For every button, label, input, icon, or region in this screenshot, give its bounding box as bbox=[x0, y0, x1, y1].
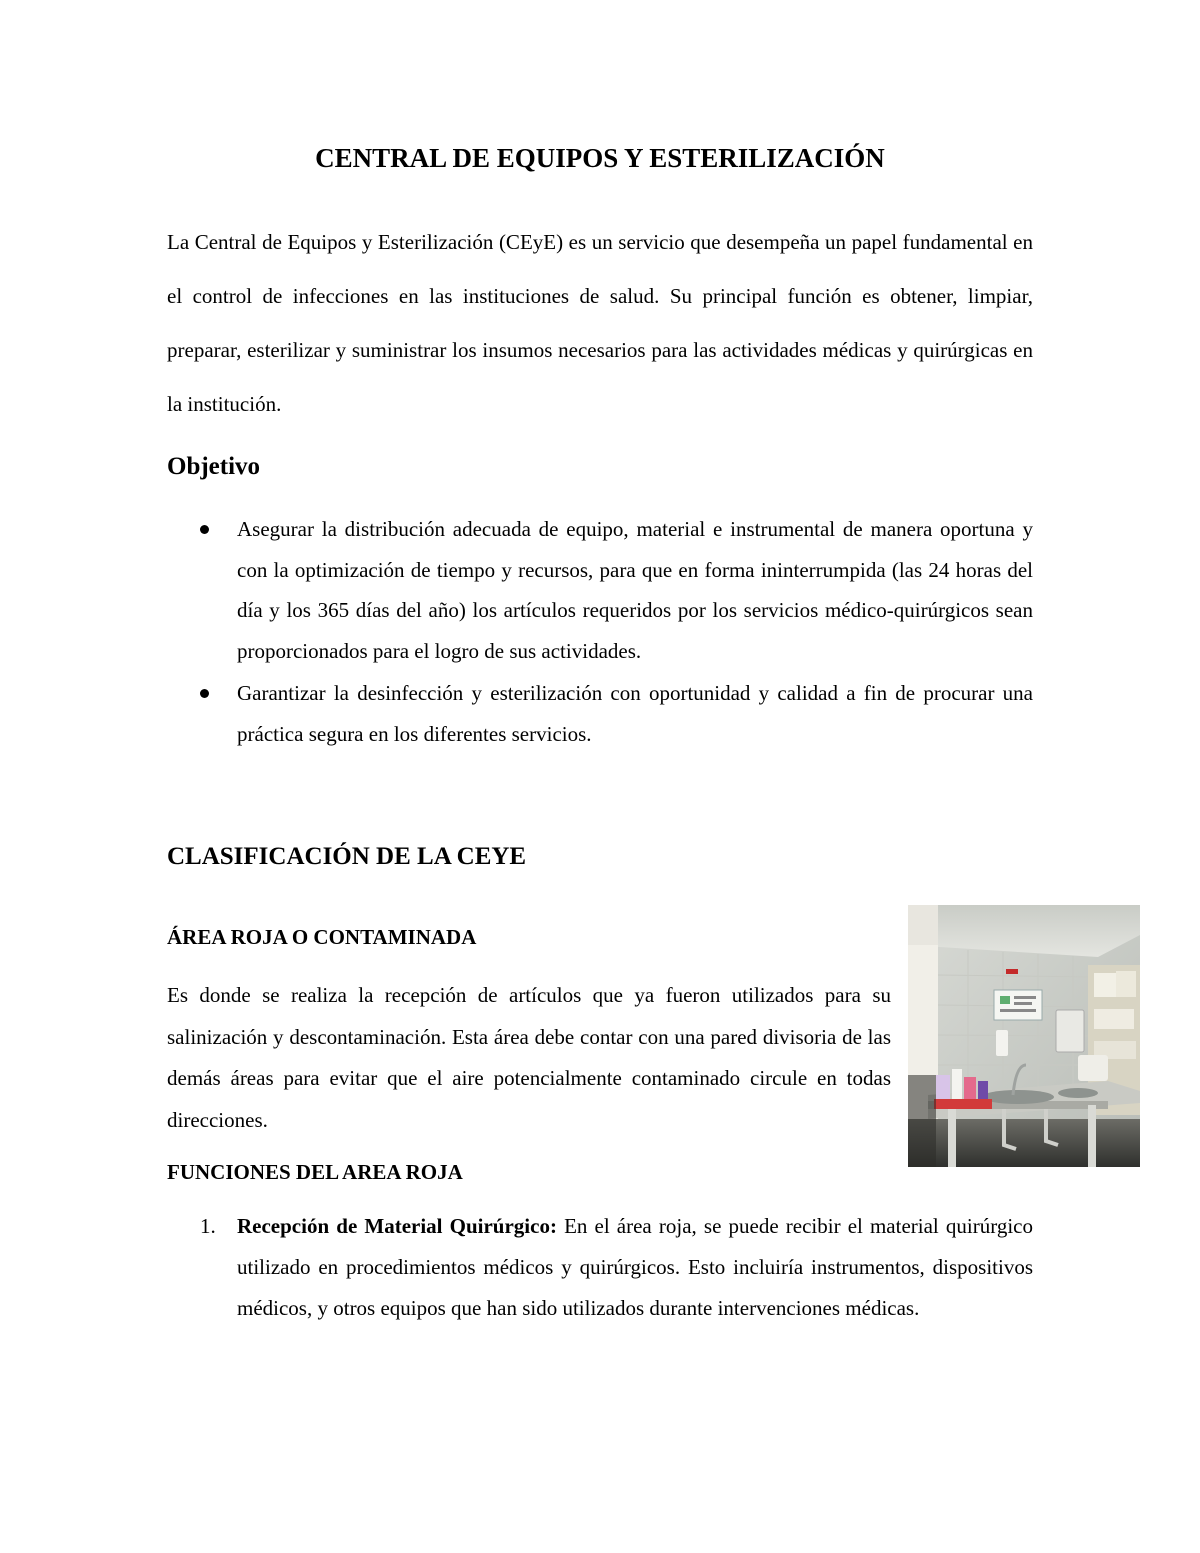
objetivo-list bbox=[237, 509, 1033, 754]
bullet-icon bbox=[200, 689, 209, 698]
objetivo-item-1 bbox=[237, 509, 1033, 671]
objetivo-heading: Objetivo bbox=[167, 453, 261, 480]
clasificacion-heading: CLASIFICACIÓN DE LA CEYE bbox=[167, 843, 527, 870]
funcion-text: En el área roja, se puede recibir el material quirúrgico utilizado en procedimientos médicos y quirúrgicos. Esto incluiría instrumentos, dispositivos médicos, y otros equipos que han sido utilizados durante intervenciones médicas. bbox=[237, 1214, 1033, 1320]
objetivo-item-text: Garantizar la desinfección y esterilización con oportunidad y calidad a fin de procurar una práctica segura en los diferentes servicios. bbox=[237, 681, 1033, 746]
intro-paragraph: La Central de Equipos y Esterilización (CEyE) es un servicio que desempeña un papel fundamental en el control de infecciones en las instituciones de salud. Su principal función es obtener, limpiar, preparar, esterilizar y suministrar los insumos necesarios para las actividades médicas y quirúrgicas en la institución. bbox=[167, 230, 1033, 416]
area-roja-photo bbox=[908, 905, 1140, 1167]
objetivo-item-text: Asegurar la distribución adecuada de equipo, material e instrumental de manera oportuna y con la optimización de tiempo y recursos, para que en forma ininterrumpida (las 24 horas del día y los 365 días del año) los artículos requeridos por los servicios médico-quirúrgicos sean proporcionados para el logro de sus actividades. bbox=[237, 517, 1033, 663]
area-roja-heading: ÁREA ROJA O CONTAMINADA bbox=[167, 925, 477, 949]
area-roja-paragraph: Es donde se realiza la recepción de artículos que ya fueron utilizados para su salinización y descontaminación. Esta área debe contar con una pared divisoria de las demás áreas para evitar que el aire potencialmente contaminado circule en todas direcciones. bbox=[167, 983, 891, 1132]
funciones-item-1 bbox=[200, 1206, 1033, 1329]
objetivo-item-2 bbox=[237, 673, 1033, 754]
funciones-heading: FUNCIONES DEL AREA ROJA bbox=[167, 1160, 463, 1184]
bullet-icon bbox=[200, 525, 209, 534]
funcion-label: Recepción de Material Quirúrgico: bbox=[237, 1214, 557, 1238]
list-number: 1. bbox=[200, 1214, 216, 1238]
document-title: CENTRAL DE EQUIPOS Y ESTERILIZACIÓN bbox=[315, 143, 885, 173]
funciones-list bbox=[200, 1206, 1033, 1329]
